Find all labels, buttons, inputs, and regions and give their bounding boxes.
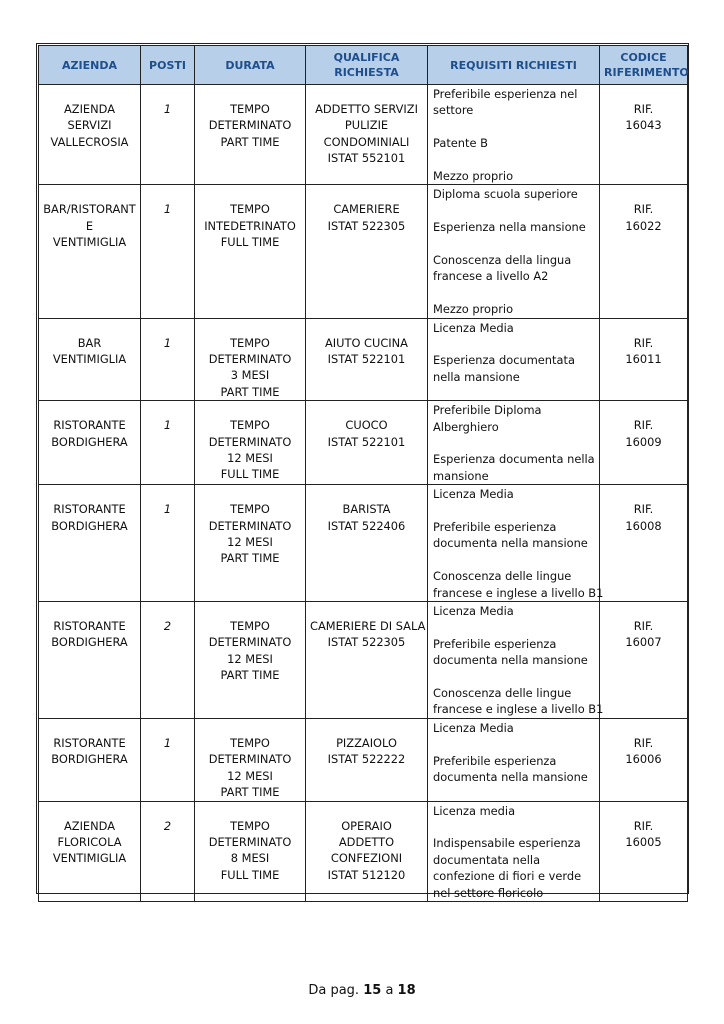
cell-azienda-line: AZIENDA [63, 818, 116, 833]
cell-qualifica-line: ADDETTO SERVIZI [315, 102, 418, 116]
cell-durata-line: PART TIME [220, 785, 280, 800]
cell-durata-line: TEMPO [230, 735, 270, 750]
table-body [39, 85, 688, 902]
cell-requisiti-line: nella mansione [433, 369, 520, 384]
cell-qualifica-line: AIUTO CUCINA [325, 335, 408, 350]
cell-codice-line: RIF. [633, 335, 654, 350]
cell-requisiti-line [433, 236, 595, 252]
cell-requisiti [428, 718, 600, 801]
cell-durata-line: DETERMINATO [208, 118, 292, 133]
cell-requisiti-line: francese e inglese a livello B1 [433, 702, 604, 717]
cell-azienda-line: BAR/RISTORANT [43, 202, 136, 217]
table-row [39, 185, 688, 318]
header-qualifica [306, 46, 428, 85]
cell-durata-line: FULL TIME [220, 467, 280, 482]
cell-codice-line: RIF. [633, 735, 654, 750]
cell-posti: 1 [141, 85, 195, 185]
cell-durata-line: 12 MESI [227, 768, 273, 783]
cell-requisiti [428, 801, 600, 901]
cell-requisiti-line [433, 119, 595, 135]
footer-page-from: 15 [363, 983, 382, 998]
cell-codice [600, 718, 688, 801]
cell-posti: 2 [141, 801, 195, 901]
cell-durata-line: DETERMINATO [208, 434, 292, 449]
cell-requisiti-line: Licenza Media [433, 487, 514, 502]
cell-requisiti-line: Preferibile esperienza nel [433, 87, 578, 101]
cell-durata-line: PART TIME [220, 134, 280, 149]
cell-qualifica-line: ISTAT 512120 [327, 867, 406, 882]
cell-requisiti-line [433, 435, 595, 451]
cell-azienda-line: VENTIMIGLIA [52, 235, 127, 250]
cell-requisiti-line: documenta nella mansione [433, 536, 588, 551]
cell-qualifica-line: PULIZIE [344, 118, 389, 133]
cell-codice-line: RIF. [633, 818, 654, 833]
cell-requisiti-line: Licenza Media [433, 720, 514, 735]
cell-requisiti-line: Preferibile esperienza [433, 520, 557, 535]
cell-azienda-line: VENTIMIGLIA [52, 352, 127, 367]
cell-durata-line: DETERMINATO [208, 352, 292, 367]
cell-posti: 1 [141, 718, 195, 801]
cell-codice [600, 801, 688, 901]
cell-requisiti-line [433, 285, 595, 301]
cell-qualifica [306, 602, 428, 719]
cell-requisiti-line: mansione [433, 468, 489, 483]
cell-qualifica-line: ISTAT 522222 [327, 752, 406, 767]
cell-qualifica [306, 318, 428, 401]
cell-codice-line: 16022 [625, 218, 662, 233]
table-row [39, 801, 688, 901]
cell-qualifica-line: PIZZAIOLO [336, 735, 397, 750]
cell-durata [195, 401, 306, 485]
cell-codice-line: RIF. [633, 619, 654, 634]
cell-durata-line: DETERMINATO [208, 834, 292, 849]
cell-requisiti-line: Indispensabile esperienza [433, 836, 581, 851]
cell-azienda-line: RISTORANTE [53, 735, 126, 750]
cell-requisiti-line: francese a livello A2 [433, 269, 549, 284]
table-row [39, 401, 688, 485]
cell-requisiti-line: Mezzo proprio [433, 302, 514, 317]
page-footer [0, 983, 724, 998]
cell-requisiti-line: Esperienza nella mansione [433, 220, 586, 235]
cell-azienda [39, 85, 141, 185]
header-qualifica-line: RICHIESTA [334, 66, 399, 79]
table-row [39, 85, 688, 185]
cell-durata [195, 485, 306, 602]
cell-requisiti-line: confezione di fiori e verde [433, 869, 582, 884]
cell-codice-line: 16009 [625, 434, 662, 449]
cell-azienda-line: FLORICOLA [57, 834, 122, 849]
cell-durata-line: TEMPO [230, 335, 270, 350]
cell-requisiti-line: documenta nella mansione [433, 770, 588, 785]
cell-durata-line: TEMPO [230, 418, 270, 433]
cell-requisiti-line [433, 619, 595, 635]
cell-durata-line: FULL TIME [220, 867, 280, 882]
cell-requisiti-line: Licenza Media [433, 604, 514, 619]
cell-codice-line: 16043 [625, 118, 662, 133]
cell-codice [600, 602, 688, 719]
cell-durata-line: 8 MESI [230, 851, 270, 866]
cell-azienda-line: BORDIGHERA [51, 434, 128, 449]
cell-durata-line: 12 MESI [227, 651, 273, 666]
cell-posti: 1 [141, 485, 195, 602]
cell-qualifica-line: CUOCO [345, 418, 388, 433]
cell-requisiti-line [433, 736, 595, 752]
cell-requisiti-line: Licenza Media [433, 320, 514, 335]
cell-requisiti-line [433, 819, 595, 835]
cell-requisiti-line [433, 552, 595, 568]
header-codice-line: CODICE [620, 51, 667, 64]
cell-durata-line: 3 MESI [230, 368, 270, 383]
cell-requisiti-line [433, 152, 595, 168]
cell-qualifica [306, 85, 428, 185]
cell-azienda-line: E [85, 218, 94, 233]
cell-codice-line: 16006 [625, 752, 662, 767]
cell-qualifica-line: BARISTA [342, 502, 391, 517]
cell-qualifica-line: CONFEZIONI [330, 851, 403, 866]
cell-durata-line: TEMPO [230, 202, 270, 217]
cell-requisiti-line: documentata nella [433, 852, 541, 867]
cell-azienda-line: VENTIMIGLIA [52, 851, 127, 866]
cell-requisiti-line: nel settore floricolo [433, 885, 544, 900]
cell-requisiti-line: Conoscenza delle lingue [433, 686, 572, 701]
table-header-row [39, 46, 688, 85]
cell-qualifica-line: CAMERIERE DI SALA [310, 619, 426, 634]
cell-qualifica-line: OPERAIO [341, 818, 392, 833]
cell-codice-line: RIF. [633, 502, 654, 517]
cell-durata-line: TEMPO [230, 619, 270, 634]
cell-durata-line: DETERMINATO [208, 518, 292, 533]
cell-azienda-line: BORDIGHERA [51, 635, 128, 650]
cell-requisiti-line [433, 203, 595, 219]
cell-azienda-line: BORDIGHERA [51, 752, 128, 767]
cell-codice [600, 401, 688, 485]
cell-requisiti-line [433, 503, 595, 519]
cell-azienda [39, 318, 141, 401]
cell-azienda-line: BAR [77, 335, 102, 350]
cell-qualifica-line: ISTAT 552101 [327, 151, 406, 166]
cell-azienda-line: AZIENDA [63, 102, 116, 116]
cell-durata-line: TEMPO [230, 502, 270, 517]
cell-requisiti-line [433, 669, 595, 685]
cell-requisiti-line: Diploma scuola superiore [433, 187, 578, 202]
cell-azienda [39, 401, 141, 485]
cell-azienda [39, 185, 141, 318]
cell-requisiti-line: Preferibile esperienza [433, 636, 557, 651]
cell-codice-line: RIF. [633, 202, 654, 217]
cell-azienda [39, 801, 141, 901]
cell-azienda [39, 602, 141, 719]
cell-requisiti [428, 185, 600, 318]
footer-prefix: Da pag. [308, 983, 360, 998]
cell-azienda-line: SERVIZI [67, 118, 112, 133]
header-durata: DURATA [195, 46, 306, 85]
cell-qualifica [306, 401, 428, 485]
cell-qualifica [306, 185, 428, 318]
cell-durata [195, 85, 306, 185]
cell-requisiti [428, 602, 604, 719]
cell-codice [600, 485, 688, 602]
cell-durata-line: PART TIME [220, 551, 280, 566]
cell-qualifica-line: ISTAT 522101 [327, 434, 406, 449]
cell-durata [195, 185, 306, 318]
cell-qualifica-line: CAMERIERE [333, 202, 400, 217]
cell-codice-line: 16011 [625, 352, 662, 367]
footer-separator: a [385, 983, 394, 998]
cell-requisiti-line: Conoscenza della lingua [433, 253, 572, 267]
cell-requisiti-line: settore [433, 103, 474, 118]
cell-requisiti-line: Licenza media [433, 803, 516, 818]
cell-durata [195, 801, 306, 901]
cell-requisiti [428, 485, 604, 602]
cell-codice [600, 185, 688, 318]
cell-requisiti [428, 85, 600, 185]
cell-qualifica-line: ISTAT 522406 [327, 518, 406, 533]
cell-codice-line: 16007 [625, 635, 662, 650]
header-codice-line: RIFERIMENTO [604, 66, 689, 79]
cell-qualifica-line: ISTAT 522305 [327, 635, 406, 650]
header-requisiti: REQUISITI RICHIESTI [428, 46, 600, 85]
cell-requisiti-line: Conoscenza delle lingue [433, 569, 572, 584]
cell-requisiti-line: Mezzo proprio [433, 169, 514, 183]
cell-requisiti-line: francese e inglese a livello B1 [433, 585, 604, 600]
cell-durata-line: 12 MESI [227, 451, 273, 466]
cell-durata-line: FULL TIME [220, 235, 280, 250]
cell-qualifica [306, 485, 428, 602]
header-codice [600, 46, 688, 85]
header-azienda: AZIENDA [39, 46, 141, 85]
cell-requisiti-line: documenta nella mansione [433, 653, 588, 668]
cell-azienda-line: RISTORANTE [53, 502, 126, 517]
cell-requisiti-line: Preferibile esperienza [433, 753, 557, 768]
cell-durata-line: DETERMINATO [208, 635, 292, 650]
cell-qualifica [306, 801, 428, 901]
cell-azienda [39, 718, 141, 801]
cell-codice-line: 16005 [625, 834, 662, 849]
cell-qualifica-line: CONDOMINIALI [323, 134, 410, 149]
cell-posti: 1 [141, 318, 195, 401]
cell-posti: 1 [141, 185, 195, 318]
cell-durata-line: TEMPO [230, 818, 270, 833]
table-row [39, 485, 688, 602]
cell-requisiti-line: Preferibile Diploma [433, 403, 542, 418]
cell-durata-line: DETERMINATO [208, 752, 292, 767]
header-qualifica-line: QUALIFICA [333, 51, 400, 64]
cell-qualifica [306, 718, 428, 801]
cell-codice-line: 16008 [625, 518, 662, 533]
cell-durata-line: TEMPO [230, 102, 270, 116]
cell-durata-line: PART TIME [220, 384, 280, 399]
table-row [39, 718, 688, 801]
cell-durata [195, 318, 306, 401]
cell-durata-line: INTEDETRINATO [204, 218, 296, 233]
cell-codice [600, 85, 688, 185]
cell-requisiti [428, 318, 600, 401]
cell-qualifica-line: ISTAT 522101 [327, 352, 406, 367]
cell-azienda-line: RISTORANTE [53, 619, 126, 634]
cell-codice-line: RIF. [633, 102, 654, 116]
footer-page-to: 18 [397, 983, 416, 998]
cell-durata-line: PART TIME [220, 668, 280, 683]
header-posti: POSTI [141, 46, 195, 85]
cell-requisiti-line [433, 336, 595, 352]
cell-durata [195, 718, 306, 801]
cell-qualifica-line: ISTAT 522305 [327, 218, 406, 233]
cell-posti: 1 [141, 401, 195, 485]
cell-qualifica-line: ADDETTO [338, 834, 395, 849]
cell-azienda-line: BORDIGHERA [51, 518, 128, 533]
cell-requisiti-line: Esperienza documentata [433, 353, 575, 368]
cell-durata [195, 602, 306, 719]
cell-codice [600, 318, 688, 401]
cell-requisiti [428, 401, 600, 485]
cell-requisiti-line: Alberghiero [433, 419, 499, 434]
cell-codice-line: RIF. [633, 418, 654, 433]
table-row [39, 602, 688, 719]
cell-requisiti-line: Esperienza documenta nella [433, 452, 595, 467]
cell-durata-line: 12 MESI [227, 535, 273, 550]
cell-posti: 2 [141, 602, 195, 719]
cell-azienda [39, 485, 141, 602]
table-row [39, 318, 688, 401]
cell-azienda-line: RISTORANTE [53, 418, 126, 433]
cell-requisiti-line: Patente B [433, 136, 488, 151]
job-offers-table [38, 45, 688, 902]
cell-azienda-line: VALLECROSIA [50, 134, 129, 149]
